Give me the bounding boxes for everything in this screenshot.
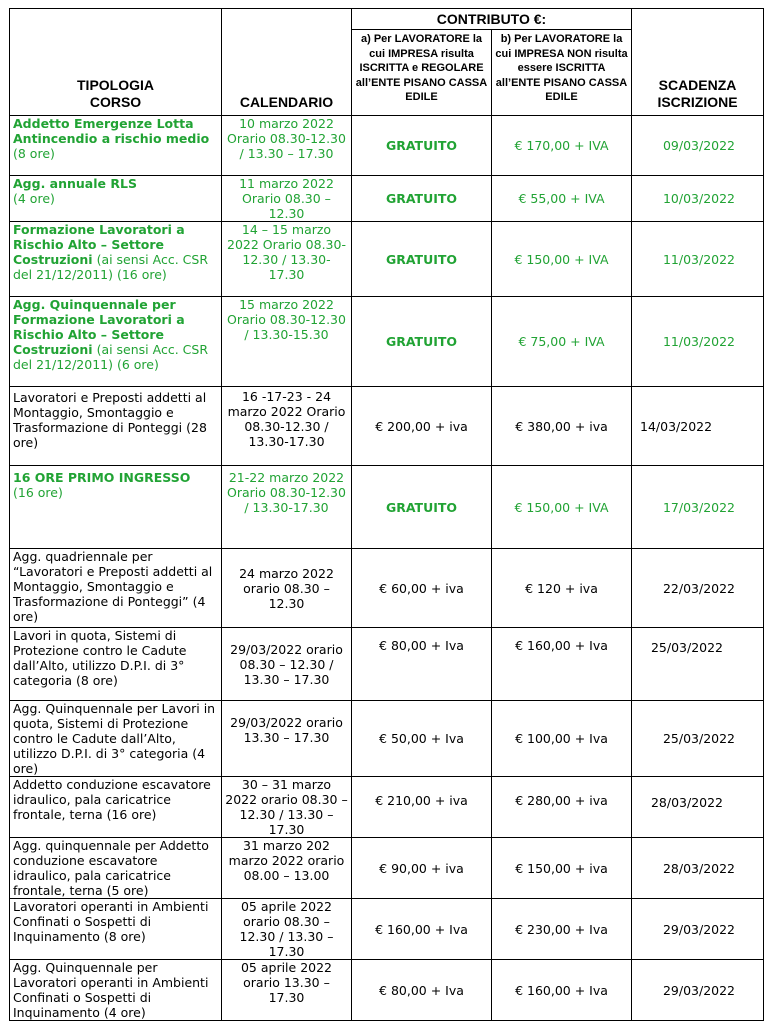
- price-b: € 230,00 + Iva: [492, 899, 632, 960]
- course-name-cell: [10, 176, 222, 222]
- course-name-cell: [10, 116, 222, 176]
- deadline: 25/03/2022: [632, 701, 764, 777]
- deadline: 29/03/2022: [632, 899, 764, 960]
- course-row: [10, 701, 764, 777]
- course-name-cell: [10, 838, 222, 899]
- header-tipologia: [10, 9, 222, 116]
- course-row: [10, 116, 764, 176]
- price-a: GRATUITO: [352, 222, 492, 297]
- course-detail: Lavori in quota, Sistemi di Protezione contro le Cadute dall’Alto, utilizzo D.P.I. di 3° categoria (8 ore): [13, 628, 187, 688]
- course-row: [10, 297, 764, 387]
- course-calendar: 05 aprile 2022 orario 08.30 – 12.30 / 13.30 – 17.30: [222, 899, 352, 960]
- course-detail: Agg. quinquennale per Addetto conduzione escavatore idraulico, pala caricatrice frontale, terna (5 ore): [13, 838, 209, 898]
- price-b: € 75,00 + IVA: [492, 297, 632, 387]
- header-scadenza-line2: ISCRIZIONE: [657, 94, 738, 110]
- deadline: 28/03/2022: [632, 838, 764, 899]
- course-calendar: 31 marzo 202 marzo 2022 orario 08.00 – 13.00: [222, 838, 352, 899]
- course-name-cell: [10, 387, 222, 466]
- course-row: [10, 628, 764, 701]
- header-contributo: CONTRIBUTO €:: [352, 9, 632, 30]
- course-detail: (ai sensi Acc. CSR del 21/12/2011) (16 ore): [13, 252, 209, 282]
- deadline: 09/03/2022: [632, 116, 764, 176]
- header-col-b: b) Per LAVORATORE la cui IMPRESA NON risulta essere ISCRITTA all’ENTE PISANO CASSA EDILE: [492, 30, 632, 116]
- course-detail: Agg. Quinquennale per Lavori in quota, Sistemi di Protezione contro le Cadute dall’Alto, utilizzo D.P.I. di 3° categoria (4 ore): [13, 701, 216, 776]
- deadline: 10/03/2022: [632, 176, 764, 222]
- price-a: € 160,00 + Iva: [352, 899, 492, 960]
- course-detail: (8 ore): [13, 146, 55, 161]
- course-calendar: 29/03/2022 orario 08.30 – 12.30 / 13.30 – 17.30: [222, 628, 352, 701]
- price-b: € 160,00 + Iva: [492, 628, 632, 701]
- deadline: 25/03/2022: [632, 628, 764, 701]
- deadline: 14/03/2022: [632, 387, 764, 466]
- course-title: 16 ORE PRIMO INGRESSO: [13, 470, 191, 485]
- course-detail: Lavoratori operanti in Ambienti Confinati o Sospetti di Inquinamento (8 ore): [13, 899, 209, 944]
- course-row: [10, 176, 764, 222]
- price-b: € 160,00 + Iva: [492, 960, 632, 1021]
- course-row: [10, 777, 764, 838]
- header-tipologia-line2: CORSO: [89, 94, 142, 110]
- course-detail: Agg. quadriennale per “Lavoratori e Preposti addetti al Montaggio, Smontaggio e Trasformazione di Ponteggi” (4 ore): [13, 549, 213, 624]
- deadline: 11/03/2022: [632, 222, 764, 297]
- course-detail: (ai sensi Acc. CSR del 21/12/2011) (6 ore): [13, 342, 209, 372]
- header-scadenza: [632, 9, 764, 116]
- course-title: Agg. annuale RLS: [13, 176, 137, 191]
- course-table: [9, 8, 764, 1021]
- price-b: € 150,00 + IVA: [492, 466, 632, 549]
- price-b: € 55,00 + IVA: [492, 176, 632, 222]
- course-calendar: 15 marzo 2022 Orario 08.30-12.30 / 13.30-15.30: [222, 297, 352, 387]
- price-a: € 60,00 + iva: [352, 549, 492, 628]
- course-row: [10, 222, 764, 297]
- course-title: Agg. Quinquennale per Formazione Lavoratori a Rischio Alto – Settore Costruzioni: [13, 297, 185, 357]
- course-name-cell: [10, 701, 222, 777]
- header-tipologia-line1: TIPOLOGIA: [77, 77, 154, 93]
- course-row: [10, 387, 764, 466]
- course-calendar: 16 -17-23 - 24 marzo 2022 Orario 08.30-12.30 / 13.30-17.30: [222, 387, 352, 466]
- price-b: € 380,00 + iva: [492, 387, 632, 466]
- course-calendar: 29/03/2022 orario 13.30 – 17.30: [222, 701, 352, 777]
- course-name-cell: [10, 628, 222, 701]
- price-a: € 210,00 + iva: [352, 777, 492, 838]
- course-detail: Lavoratori e Preposti addetti al Montaggio, Smontaggio e Trasformazione di Ponteggi (28 ore): [13, 390, 207, 450]
- price-a: GRATUITO: [352, 176, 492, 222]
- price-a: € 50,00 + Iva: [352, 701, 492, 777]
- course-title: Formazione Lavoratori a Rischio Alto – Settore Costruzioni: [13, 222, 185, 267]
- price-b: € 150,00 + IVA: [492, 222, 632, 297]
- course-name-cell: [10, 549, 222, 628]
- course-name-cell: [10, 297, 222, 387]
- course-calendar: 10 marzo 2022 Orario 08.30-12.30 / 13.30 – 17.30: [222, 116, 352, 176]
- header-calendario: CALENDARIO: [222, 9, 352, 116]
- course-row: [10, 466, 764, 549]
- course-calendar: 21-22 marzo 2022 Orario 08.30-12.30 / 13.30-17.30: [222, 466, 352, 549]
- header-col-a: a) Per LAVORATORE la cui IMPRESA risulta ISCRITTA e REGOLARE all’ENTE PISANO CASSA EDILE: [352, 30, 492, 116]
- price-a: GRATUITO: [352, 297, 492, 387]
- course-row: [10, 549, 764, 628]
- price-a: € 80,00 + Iva: [352, 628, 492, 701]
- course-name-cell: [10, 899, 222, 960]
- course-calendar: 05 aprile 2022 orario 13.30 – 17.30: [222, 960, 352, 1021]
- deadline: 29/03/2022: [632, 960, 764, 1021]
- course-name-cell: [10, 466, 222, 549]
- course-detail: Agg. Quinquennale per Lavoratori operanti in Ambienti Confinati o Sospetti di Inquinamento (4 ore): [13, 960, 209, 1020]
- price-a: € 80,00 + Iva: [352, 960, 492, 1021]
- header-scadenza-line1: SCADENZA: [658, 77, 737, 93]
- deadline: 17/03/2022: [632, 466, 764, 549]
- deadline: 28/03/2022: [632, 777, 764, 838]
- deadline: 11/03/2022: [632, 297, 764, 387]
- price-b: € 150,00 + iva: [492, 838, 632, 899]
- course-name-cell: [10, 777, 222, 838]
- course-row: [10, 960, 764, 1021]
- deadline: 22/03/2022: [632, 549, 764, 628]
- price-b: € 120 + iva: [492, 549, 632, 628]
- price-b: € 170,00 + IVA: [492, 116, 632, 176]
- course-row: [10, 838, 764, 899]
- course-name-cell: [10, 222, 222, 297]
- course-detail: (4 ore): [13, 191, 55, 206]
- price-a: € 200,00 + iva: [352, 387, 492, 466]
- course-calendar: 11 marzo 2022 Orario 08.30 – 12.30: [222, 176, 352, 222]
- price-a: GRATUITO: [352, 466, 492, 549]
- course-calendar: 14 – 15 marzo 2022 Orario 08.30-12.30 / 13.30-17.30: [222, 222, 352, 297]
- price-a: € 90,00 + iva: [352, 838, 492, 899]
- course-title: Addetto Emergenze Lotta Antincendio a rischio medio: [13, 116, 210, 146]
- course-calendar: 30 – 31 marzo 2022 orario 08.30 – 12.30 / 13.30 – 17.30: [222, 777, 352, 838]
- course-detail: Addetto conduzione escavatore idraulico, pala caricatrice frontale, terna (16 ore): [13, 777, 211, 822]
- price-b: € 280,00 + iva: [492, 777, 632, 838]
- price-b: € 100,00 + Iva: [492, 701, 632, 777]
- course-row: [10, 899, 764, 960]
- course-detail: (16 ore): [13, 485, 63, 500]
- course-calendar: 24 marzo 2022 orario 08.30 – 12.30: [222, 549, 352, 628]
- price-a: GRATUITO: [352, 116, 492, 176]
- course-name-cell: [10, 960, 222, 1021]
